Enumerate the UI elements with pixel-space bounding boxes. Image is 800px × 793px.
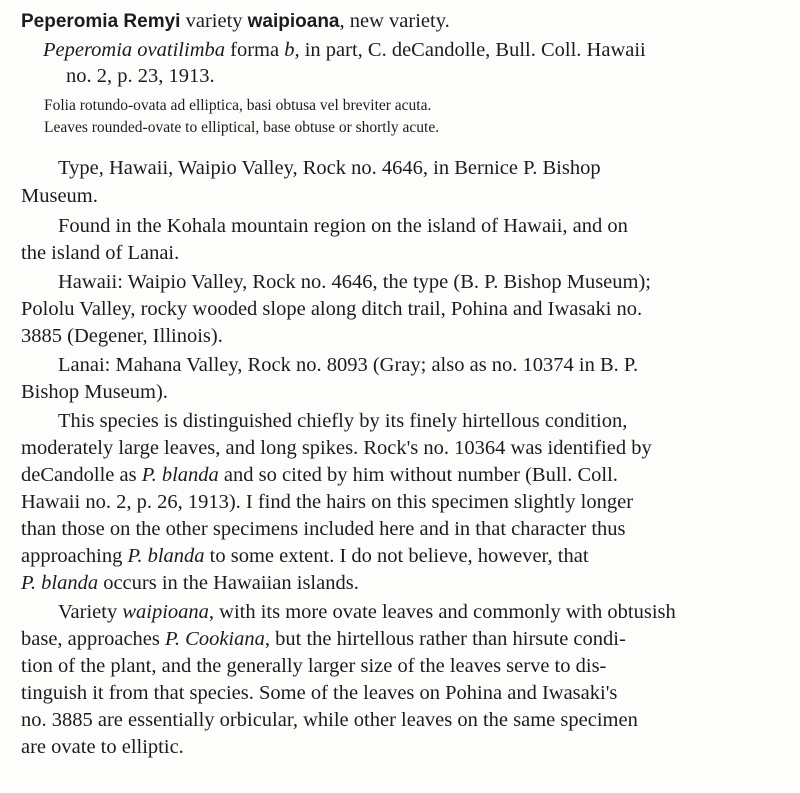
discussion1-line-1: This species is distinguished chiefly by its finely hirtellous condition, xyxy=(58,410,628,432)
discussion2-line-3: tion of the plant, and the generally larger size of the leaves serve to dis- xyxy=(21,655,607,677)
synonym-name: Peperomia ovatilimba xyxy=(43,39,225,61)
distribution-line-1: Found in the Kohala mountain region on the island of Hawaii, and on xyxy=(58,215,628,237)
species-name: Peperomia Remyi xyxy=(21,11,181,32)
lanai-line-1: Lanai: Mahana Valley, Rock no. 8093 (Gray; also as no. 10374 in B. P. xyxy=(58,354,639,376)
discussion2-line-4: tinguish it from that species. Some of the leaves on Pohina and Iwasaki's xyxy=(21,682,618,704)
hawaii-line-3: 3885 (Degener, Illinois). xyxy=(21,325,223,347)
distribution-line-2: the island of Lanai. xyxy=(21,242,180,264)
variety-name: waipioana xyxy=(247,11,340,32)
discussion2-line-5: no. 3885 are essentially orbicular, while other leaves on the same specimen xyxy=(21,709,638,731)
discussion1-line-6: approaching P. blanda to some extent. I do not believe, however, that xyxy=(21,545,589,567)
discussion1-line-5: than those on the other specimens included here and in that character thus xyxy=(21,518,626,540)
synonym-line-1: Peperomia ovatilimba forma b, in part, C. deCandolle, Bull. Coll. Hawaii xyxy=(43,39,646,61)
english-diagnosis: Leaves rounded-ovate to elliptical, base obtuse or shortly acute. xyxy=(44,119,440,136)
variety-label: variety xyxy=(180,10,248,32)
hawaii-line-1: Hawaii: Waipio Valley, Rock no. 4646, the type (B. P. Bishop Museum); xyxy=(58,271,651,293)
discussion1-line-2: moderately large leaves, and long spikes. Rock's no. 10364 was identified by xyxy=(21,437,652,459)
discussion2-line-1: Variety waipioana, with its more ovate leaves and commonly with obtusish xyxy=(58,601,676,623)
status-text: , new variety. xyxy=(339,10,450,32)
discussion1-line-7: P. blanda occurs in the Hawaiian islands. xyxy=(21,572,359,594)
synonym-forma: b, xyxy=(284,39,300,61)
lanai-line-2: Bishop Museum). xyxy=(21,381,168,403)
discussion2-line-2: base, approaches P. Cookiana, but the hirtellous rather than hirsute condi- xyxy=(21,628,626,650)
species-heading xyxy=(21,9,450,34)
hawaii-line-2: Pololu Valley, rocky wooded slope along ditch trail, Pohina and Iwasaki no. xyxy=(21,298,643,320)
discussion1-line-3: deCandolle as P. blanda and so cited by him without number (Bull. Coll. xyxy=(21,464,618,486)
type-line-1: Type, Hawaii, Waipio Valley, Rock no. 4646, in Bernice P. Bishop xyxy=(58,157,601,179)
discussion1-line-4: Hawaii no. 2, p. 26, 1913). I find the hairs on this specimen slightly longer xyxy=(21,491,634,513)
discussion2-line-6: are ovate to elliptic. xyxy=(21,736,184,758)
type-line-2: Museum. xyxy=(21,185,98,207)
latin-diagnosis: Folia rotundo-ovata ad elliptica, basi obtusa vel breviter acuta. xyxy=(44,97,432,114)
synonym-line-2: no. 2, p. 23, 1913. xyxy=(66,65,215,87)
